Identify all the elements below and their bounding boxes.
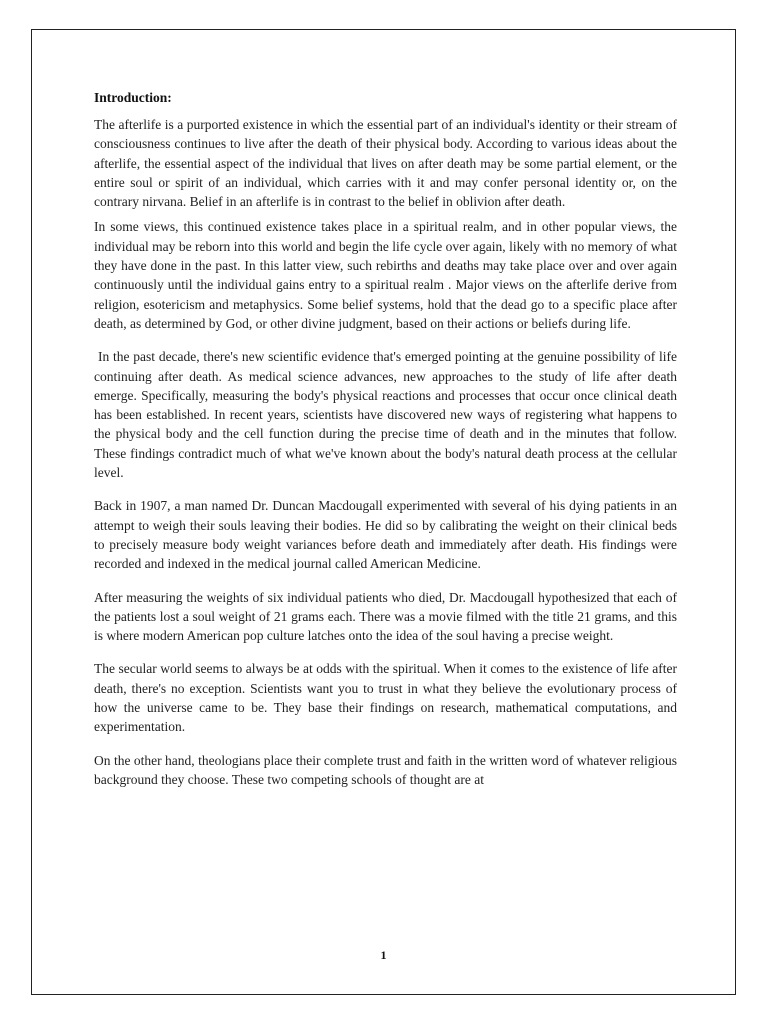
document-page (31, 29, 736, 995)
paragraph-macdougall-experiment: Back in 1907, a man named Dr. Duncan Macdougall experimented with several of his dying patients in an attempt to weigh their souls leaving their bodies. He did so by calibrating the weight on their clinical beds to precisely measure body weight variances before death and immediately after death. His findings were recorded and indexed in the medical journal called American Medicine. (94, 498, 677, 572)
page-content (94, 88, 677, 789)
paragraph-secular-world: The secular world seems to always be at odds with the spiritual. When it comes to the existence of life after death, there's no exception. Scientists want you to trust in what they believe the evolutionary process of how the universe came to be. They base their findings on research, mathematical computations, and experimentation. (94, 661, 677, 735)
paragraph-continued-existence: In some views, this continued existence takes place in a spiritual realm, and in other popular views, the individual may be reborn into this world and begin the life cycle over again, likely with no memory of what they have done in the past. In this latter view, such rebirths and deaths may take place over and over again continuously until the individual gains entry to a spiritual realm . Major views on the afterlife derive from religion, esotericism and metaphysics. Some belief systems, hold that the dead go to a specific place after death, as determined by God, or other divine judgment, based on their actions or beliefs during life. (94, 219, 677, 331)
paragraph-afterlife-definition: The afterlife is a purported existence in which the essential part of an individual's identity or their stream of consciousness continues to live after the death of their physical body. According to various ideas about the afterlife, the essential aspect of the individual that lives on after death may be some partial element, or the entire soul or spirit of an individual, which carries with it and may confer personal identity or, on the contrary nirvana. Belief in an afterlife is in contrast to the belief in oblivion after death. (94, 117, 677, 210)
paragraph-theologians: On the other hand, theologians place their complete trust and faith in the written word of whatever religious background they choose. These two competing schools of thought are at (94, 752, 677, 787)
paragraph-21-grams: After measuring the weights of six individual patients who died, Dr. Macdougall hypothesized that each of the patients lost a soul weight of 21 grams each. There was a movie filmed with the title 21 grams, and this is where modern American pop culture latches onto the idea of the soul having a precise weight. (94, 589, 677, 644)
paragraph-scientific-evidence: In the past decade, there's new scientific evidence that's emerged pointing at the genuine possibility of life continuing after death. As medical science advances, new approaches to the study of life after death emerge. Specifically, measuring the body's physical reactions and processes that occur once clinical death has been established. In recent years, scientists have discovered new ways of registering what happens to the physical body and the cell function during the precise time of death and in the minutes that follow. These findings contradict much of what we've known about the body's natural death process at the cellular level. (94, 349, 677, 481)
page-number: 1 (380, 948, 387, 962)
section-heading: Introduction: (94, 90, 172, 105)
